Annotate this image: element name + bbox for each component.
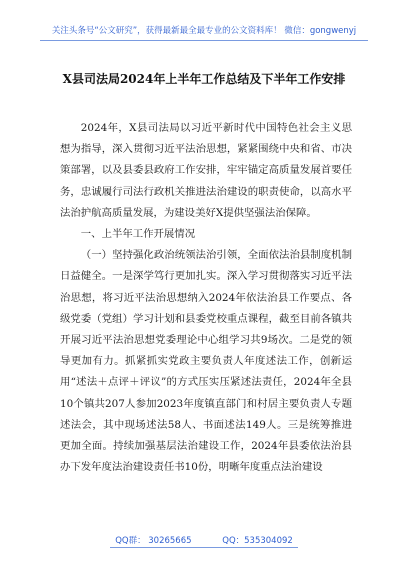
paragraph-section-1: （一）坚持强化政治统领法治引领，全面依法治县制度机制日益健全。一是深学笃行更加扎实。深入学习贯彻落实习近平法治思想，将习近平法治思想纳入2024年依法治县工作要点、各级党委（党组）学习计划和县委党校重点课程，截至目前各镇共开展习近平法治思想党委理论中心组学习共9场次。二是党的领导更加有力。抓紧抓实党政主要负责人年度述法工作，创新运用“述法＋点评＋评议”的方式压实压紧述法责任，2024年全县10个镇共207人参加2023年度镇直部门和村居主要负责人专题述法会，其中现场述法58人、书面述法149人。三是统筹推进更加全面。持续加强基层法治建设工作，2024年县委依法治县办下发年度法治建设责任书10份，明晰年度重点法治建设 (60, 249, 352, 474)
footer-qq: QQ：535304092 (222, 536, 293, 546)
section-heading: 一、上半年工作开展情况 (80, 228, 196, 241)
document-title: X县司法局2024年上半年工作总结及下半年工作安排 (62, 72, 346, 86)
footer-contact (0, 534, 408, 546)
paragraph-intro: 2024年，X县司法局以习近平新时代中国特色社会主义思想为指导，深入贯彻习近平法治思想，紧紧围绕中央和省、市决策部署，以及县委县政府工作安排，牢牢锚定高质量发展首要任务，忠诚履行司法行政机关推进法治建设的职责使命，以高水平法治护航高质量发展，为建设美好X提供坚强法治保障。 (60, 122, 352, 219)
document-body (60, 118, 352, 478)
header-promo-text: 关注头条号“公文研究”，获得最新最全最专业的公文资料库！ 微信：gongwenyj (51, 26, 357, 36)
footer-qq-group: QQ群： 30265665 (115, 536, 192, 546)
footer-underline (110, 547, 298, 548)
header-divider (40, 40, 368, 41)
